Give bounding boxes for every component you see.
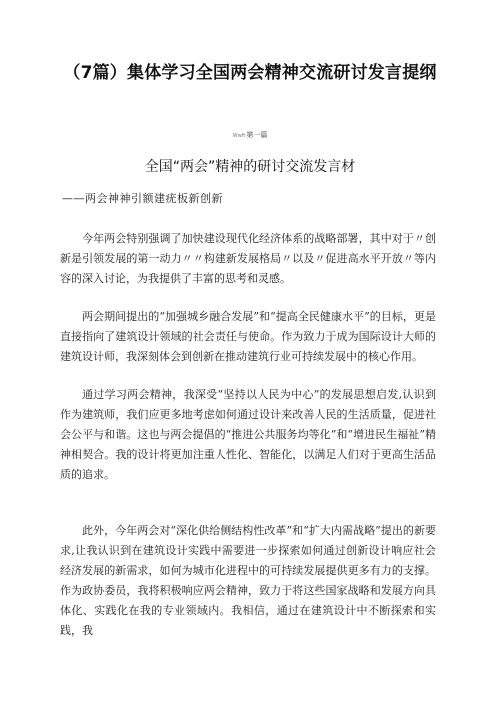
paragraph-1: 今年两会特别强调了加快建设现代化经济体系的战略部署，其中对于〃创新是引领发展的第一动力〃〃构建新发展格局〃以及〃促进高水平开放〃等内容的深入讨论，为我提供了丰富的思考和灵感。 xyxy=(60,232,436,285)
section-title: 全国“两会”精神的研讨交流发言材 xyxy=(144,159,356,175)
document-title: （7篇）集体学习全国两会精神交流研讨发言提纲 xyxy=(63,63,437,83)
paragraph-2: 两会期间提出的“加强城乡融合发展”和“提高全民健康水平”的目标，更是直接指向了建筑设计领域的社会责任与使命。作为致力于成为国际设计大师的建筑设计师，我深刻体会到创新在推动建筑行业可持续发展中的核心作用。 xyxy=(60,310,436,363)
section-subtitle: ——两会神神引额建疣板新创新 xyxy=(62,192,223,205)
part-label-text: 第一篇 xyxy=(246,131,268,139)
part-label-prefix: Wwft xyxy=(232,133,246,139)
paragraph-3: 通过学习两会精神，我深受“坚持以人民为中心”的发展思想启发,认识到作为建筑师，我们应更多地考虑如何通过设计来改善人民的生活质量，促进社会公平与和谐。这也与两会提倡的“推进公共服务均等化”和“增进民生福祉”精神相契合。我的设计将更加注重人性化、智能化，以满足人们对于更高生活品质的追求。 xyxy=(60,388,436,481)
paragraph-4: 此外，今年两会对“深化供给侧结构性改革”和“扩大内需战略”提出的新要求,让我认识到在建筑设计实践中需要进一步探索如何通过创新设计响应社会经济发展的新需求，如何为城市化进程中的可持续发展提供更多有力的支撑。作为政协委员，我将积极响应两会精神，致力于将这些国家战略和发展方向具体化、实践化在我的专业领域内。我相信，通过在建筑设计中不断探索和实践，我 xyxy=(60,524,436,637)
part-label xyxy=(0,130,500,140)
